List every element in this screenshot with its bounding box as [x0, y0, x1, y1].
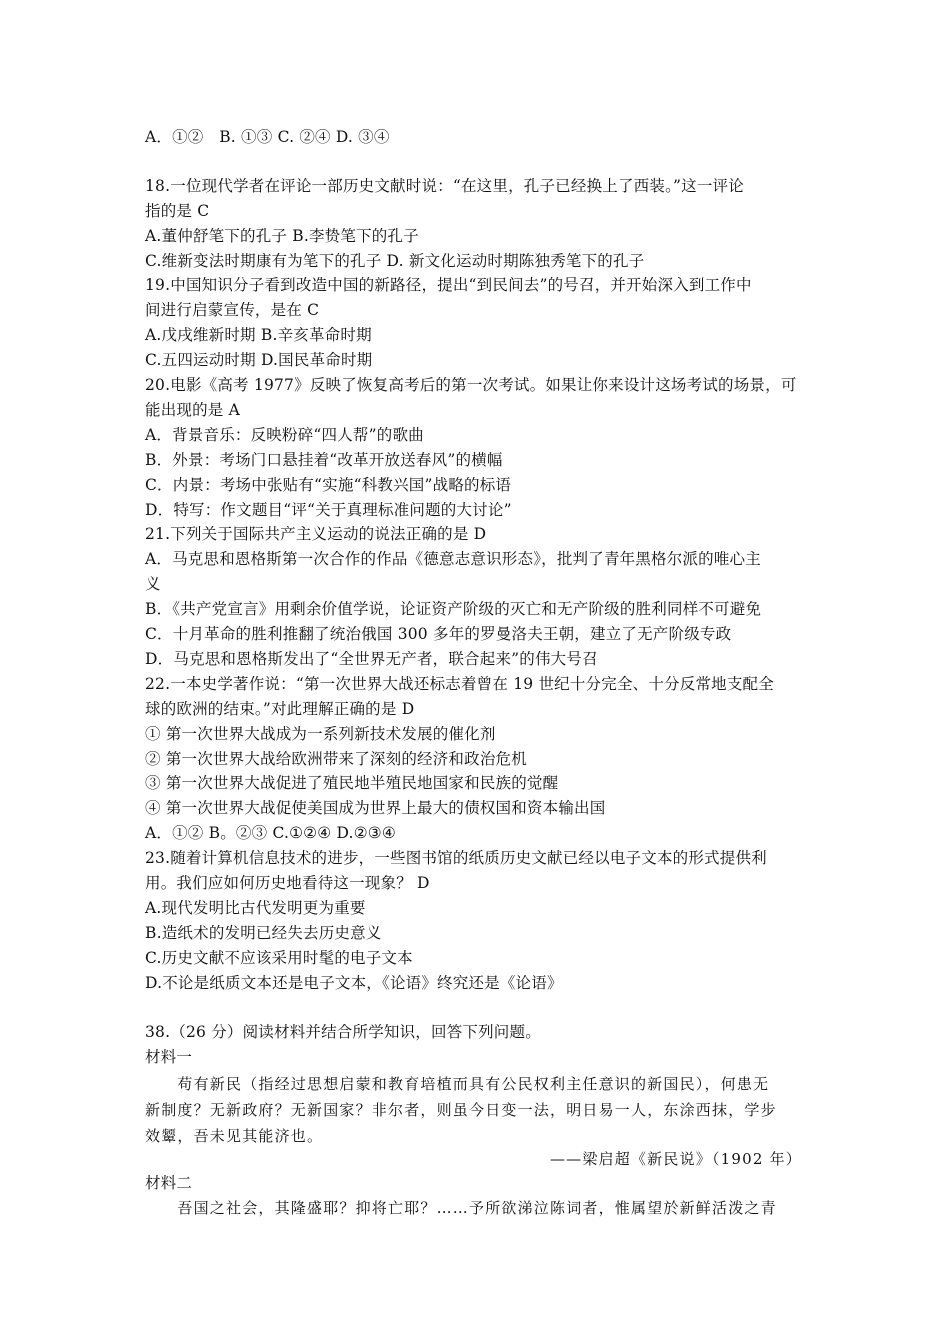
q19-options-cd: C.五四运动时期 D.国民革命时期	[145, 351, 373, 369]
material-2-text-line1: 吾国之社会，其隆盛耶？抑将亡耶？……予所欲涕泣陈词者，惟属望於新鲜活泼之青	[145, 1199, 777, 1217]
q19-options-ab: A.戊戌维新时期 B.辛亥革命时期	[145, 326, 372, 344]
material-1-text-line1: 苟有新民（指经过思想启蒙和教育培植而具有公民权利主任意识的新国民），何患无	[145, 1075, 770, 1093]
q38-heading: 38.（26 分）阅读材料并结合所学知识，回答下列问题。	[145, 1023, 541, 1041]
q22-item-2: ② 第一次世界大战给欧洲带来了深刻的经济和政治危机	[145, 750, 527, 768]
q22-options: A．①② B。②③ C.①②④ D.②③④	[145, 824, 396, 842]
material-2-label: 材料二	[145, 1174, 193, 1192]
q18-options-ab: A.董仲舒笔下的孔子 B.李贽笔下的孔子	[145, 227, 419, 245]
q21-option-a-line1: A．马克思和恩格斯第一次合作的作品《德意志意识形态》，批判了青年黑格尔派的唯心主	[145, 550, 761, 568]
q21-option-d: D．马克思和恩格斯发出了“全世界无产者，联合起来”的伟大号召	[145, 650, 598, 668]
q21-option-a-line2: 义	[145, 575, 161, 593]
q23-option-c: C.历史文献不应该采用时髦的电子文本	[145, 949, 413, 967]
material-1-citation: ——梁启超《新民说》（1902 年）	[549, 1150, 802, 1168]
q20-option-b: B．外景：考场门口悬挂着“改革开放送春风”的横幅	[145, 451, 503, 469]
q18-stem-line1: 18.一位现代学者在评论一部历史文献时说：“在这里，孔子已经换上了西装。”这一评论	[145, 177, 744, 195]
material-1-text-line3: 效颦，吾未见其能济也。	[145, 1127, 324, 1145]
q17-options: A．①② B. ①③ C. ②④ D. ③④	[145, 128, 390, 146]
q19-stem-line2: 间进行启蒙宣传，是在 C	[145, 301, 320, 319]
material-1-label: 材料一	[145, 1048, 193, 1066]
q20-stem-line1: 20.电影《高考 1977》反映了恢复高考后的第一次考试。如果让你来设计这场考试的场景，可	[145, 376, 797, 394]
q18-stem-line2: 指的是 C	[145, 202, 210, 220]
q18-options-cd: C.维新变法时期康有为笔下的孔子 D. 新文化运动时期陈独秀笔下的孔子	[145, 252, 645, 270]
q21-stem: 21.下列关于国际共产主义运动的说法正确的是 D	[145, 525, 487, 543]
q22-stem-line2: 球的欧洲的结束。”对此理解正确的是 D	[145, 700, 415, 718]
q22-item-4: ④ 第一次世界大战促使美国成为世界上最大的债权国和资本输出国	[145, 799, 606, 817]
q20-option-d: D．特写：作文题目“评“关于真理标准问题的大讨论”	[145, 501, 512, 519]
q22-item-3: ③ 第一次世界大战促进了殖民地半殖民地国家和民族的觉醒	[145, 774, 559, 792]
q23-option-d: D.不论是纸质文本还是电子文本，《论语》终究还是《论语》	[145, 974, 563, 992]
q20-option-c: C．内景：考场中张贴有“实施“科教兴国”战略的标语	[145, 476, 512, 494]
q20-option-a: A．背景音乐：反映粉碎“四人帮”的歌曲	[145, 426, 424, 444]
q19-stem-line1: 19.中国知识分子看到改造中国的新路径，提出“到民间去”的号召，并开始深入到工作中	[145, 276, 752, 294]
q21-option-b: B．《共产党宣言》用剩余价值学说，论证资产阶级的灭亡和无产阶级的胜利同样不可避免	[145, 600, 762, 618]
q23-stem-line2: 用。我们应如何历史地看待这一现象？ D	[145, 874, 430, 892]
material-1-text-line2: 新制度？无新政府？无新国家？非尔者，则虽今日变一法，明日易一人，东涂西抹，学步	[145, 1101, 777, 1119]
q21-option-c: C．十月革命的胜利推翻了统治俄国 300 多年的罗曼洛夫王朝，建立了无产阶级专政	[145, 625, 732, 643]
q22-stem-line1: 22.一本史学著作说：“第一次世界大战还标志着曾在 19 世纪十分完全、十分反常地支配全	[145, 675, 774, 693]
q23-stem-line1: 23.随着计算机信息技术的进步，一些图书馆的纸质历史文献已经以电子文本的形式提供利	[145, 849, 767, 867]
q20-stem-line2: 能出现的是 A	[145, 401, 241, 419]
q23-option-a: A.现代发明比古代发明更为重要	[145, 899, 366, 917]
q22-item-1: ① 第一次世界大战成为一系列新技术发展的催化剂	[145, 725, 496, 743]
q23-option-b: B.造纸术的发明已经失去历史意义	[145, 924, 382, 942]
